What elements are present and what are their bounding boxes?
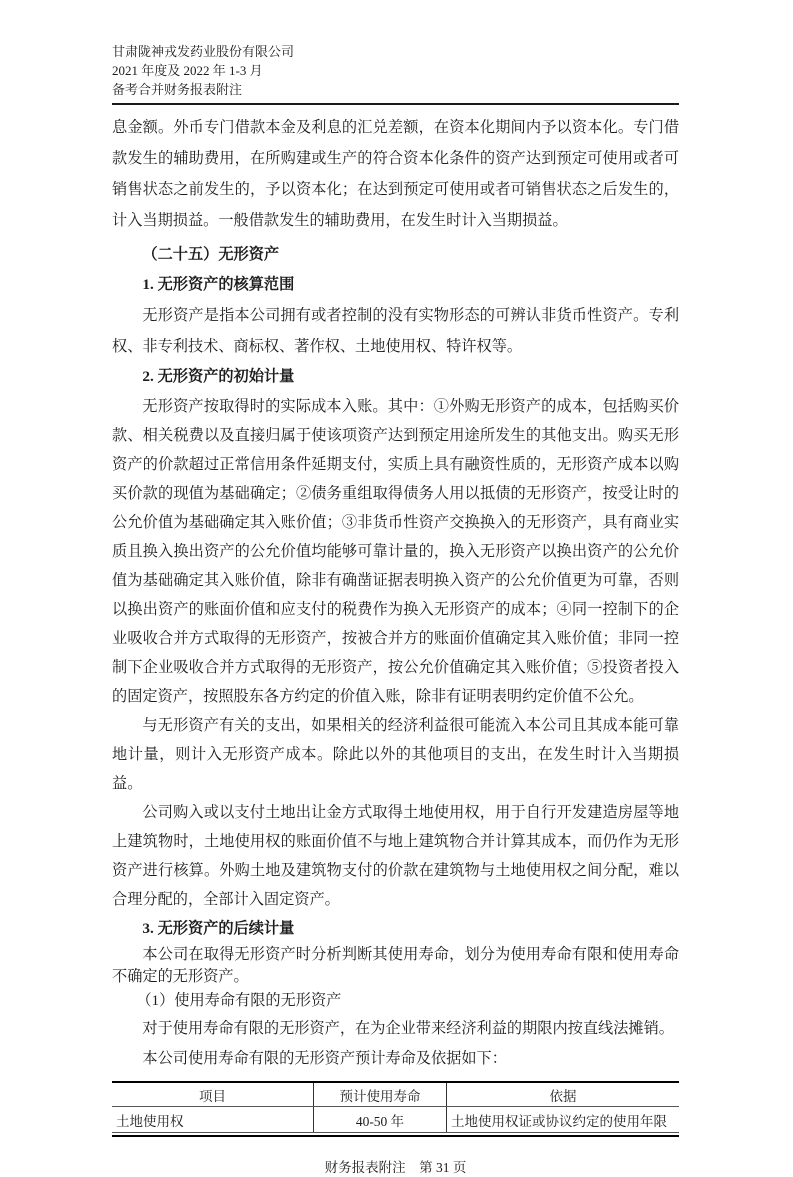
table-cell-expected-life: 40-50 年 — [314, 1107, 447, 1133]
report-period: 2021 年度及 2022 年 1-3 月 — [112, 63, 263, 78]
useful-life-table-wrapper — [112, 1081, 679, 1137]
subsection-1-paragraph: 无形资产是指本公司拥有或者控制的没有实物形态的可辨认非货币性资产。专利权、非专利技术、商标权、著作权、土地使用权、特许权等。 — [112, 307, 679, 355]
subsection-2-heading: 2. 无形资产的初始计量 — [142, 368, 295, 385]
useful-life-table — [112, 1081, 679, 1133]
page-content — [112, 42, 679, 1177]
table-cell-basis: 土地使用权证或协议约定的使用年限 — [447, 1107, 680, 1133]
subsection-1-heading: 1. 无形资产的核算范围 — [142, 276, 295, 293]
subsection-3-paragraph-1: 本公司在取得无形资产时分析判断其使用寿命，划分为使用寿命有限和使用寿命不确定的无形资产。 — [112, 946, 679, 985]
intro-paragraph: 息金额。外币专门借款本金及利息的汇兑差额，在资本化期间内予以资本化。专门借款发生的辅助费用，在所购建或生产的符合资本化条件的资产达到预定可使用或者可销售状态之前发生的，予以资本化；在达到预定可使用或者可销售状态之后发生的，计入当期损益。一般借款发生的辅助费用，在发生时计入当期损益。 — [112, 119, 679, 229]
report-title: 备考合并财务报表附注 — [112, 82, 243, 97]
table-cell-item: 土地使用权 — [112, 1107, 314, 1133]
section-25-heading: （二十五）无形资产 — [142, 246, 280, 263]
subsection-3-paragraph-2: 对于使用寿命有限的无形资产，在为企业带来经济利益的期限内按直线法摊销。 — [142, 1020, 674, 1037]
subsection-2-paragraph-1: 无形资产按取得时的实际成本入账。其中：①外购无形资产的成本，包括购买价款、相关税费以及直接归属于使该项资产达到预定用途所发生的其他支出。购买无形资产的价款超过正常信用条件延期支付，实质上具有融资性质的，无形资产成本以购买价款的现值为基础确定；②债务重组取得债务人用以抵债的无形资产，按受让时的公允价值为基础确定其入账价值；③非货币性资产交换换入的无形资产，具有商业实质且换入换出资产的公允价值均能够可靠计量的，换入无形资产以换出资产的公允价值为基础确定其入账价值，除非有确凿证据表明换入资产的公允价值更为可靠，否则以换出资产的账面价值和应支付的税费作为换入无形资产的成本；④同一控制下的企业吸收合并方式取得的无形资产，按被合并方的账面价值确定其入账价值；非同一控制下企业吸收合并方式取得的无形资产，按公允价值确定其入账价值；⑤投资者投入的固定资产，按照股东各方约定的价值入账，除非有证明表明约定价值不公允。 — [112, 398, 679, 705]
subsection-3-paragraph-3: 本公司使用寿命有限的无形资产预计寿命及依据如下： — [142, 1050, 507, 1067]
subsection-2-paragraph-2: 与无形资产有关的支出，如果相关的经济利益很可能流入本公司且其成本能可靠地计量，则计入无形资产成本。除此以外的其他项目的支出，在发生时计入当期损益。 — [112, 717, 679, 792]
table-header-expected-life: 预计使用寿命 — [314, 1082, 447, 1107]
subsection-2-paragraph-3: 公司购入或以支付土地出让金方式取得土地使用权，用于自行开发建造房屋等地上建筑物时，土地使用权的账面价值不与地上建筑物合并计算其成本，而仍作为无形资产进行核算。外购土地及建筑物支付的价款在建筑物与土地使用权之间分配，难以合理分配的，全部计入固定资产。 — [112, 804, 679, 908]
table-row-land-use-right — [112, 1107, 679, 1133]
table-header-item: 项目 — [112, 1082, 314, 1107]
header-divider — [112, 103, 679, 105]
table-header-row — [112, 1082, 679, 1107]
subsection-3-item-1: （1）使用寿命有限的无形资产 — [136, 992, 342, 1009]
page-footer: 财务报表附注 第 31 页 — [324, 1160, 467, 1175]
subsection-3-heading: 3. 无形资产的后续计量 — [142, 920, 295, 937]
company-name: 甘肃陇神戎发药业股份有限公司 — [112, 44, 295, 59]
document-header — [112, 42, 679, 105]
table-header-basis: 依据 — [447, 1082, 680, 1107]
